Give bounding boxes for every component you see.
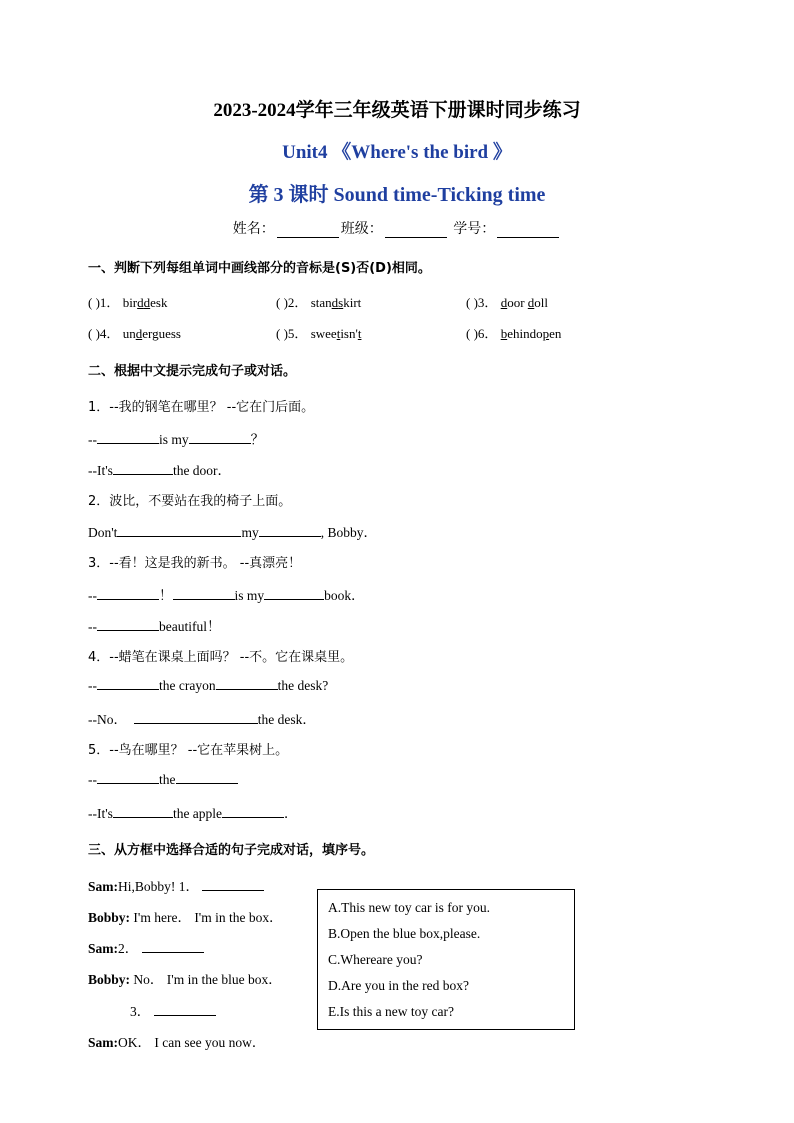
q5-prompt: 5．--鸟在哪里？ --它在苹果树上。	[88, 743, 289, 758]
option-d: D.Are you in the red box?	[328, 978, 469, 993]
blank[interactable]	[176, 771, 238, 784]
s1-item-4	[88, 323, 181, 342]
answer-paren[interactable]: ( )	[88, 295, 100, 310]
q1-line-a: -- is my ？	[88, 432, 265, 447]
blank[interactable]	[189, 431, 251, 444]
blank[interactable]	[134, 711, 258, 724]
q1-prompt: 1．--我的钢笔在哪里？ --它在门后面。	[88, 400, 315, 415]
option-c: C.Whereare you?	[328, 952, 423, 967]
item-number: 4．	[99, 326, 120, 341]
word-a: bird	[122, 295, 144, 310]
blank[interactable]	[173, 587, 235, 600]
student-info	[0, 218, 794, 238]
word-b: desk	[143, 295, 168, 310]
page-title: 2023-2024学年三年级英语下册课时同步练习	[213, 100, 581, 121]
s1-item-6	[466, 323, 561, 342]
word-a: stand	[310, 295, 339, 310]
unit-title: Unit4 《Where's the bird 》	[282, 142, 512, 163]
blank[interactable]	[216, 677, 278, 690]
answer-paren[interactable]: ( )	[466, 295, 478, 310]
number-label: 学号：	[453, 221, 496, 237]
option-a: A.This new toy car is for you.	[328, 900, 490, 915]
item-number: 2．	[287, 295, 308, 310]
option-b: B.Open the blue box,please.	[328, 926, 481, 941]
dialogue-line-1: Sam:Hi,Bobby! 1．	[88, 875, 264, 895]
item-number: 1．	[99, 295, 120, 310]
q1-line-b: --It's the door．	[88, 463, 232, 478]
dialogue-line-4: Bobby: No． I'm in the blue box．	[88, 972, 282, 987]
blank[interactable]	[264, 587, 324, 600]
q4-line-a: -- the crayon the desk?	[88, 678, 329, 693]
item-number: 3．	[477, 295, 498, 310]
blank[interactable]	[202, 878, 264, 891]
word-a: under	[122, 326, 153, 341]
word-b: open	[536, 326, 562, 341]
word-a: sweet	[310, 326, 341, 341]
q5-line-b: --It's the apple ．	[88, 806, 298, 821]
s1-item-2	[276, 292, 361, 311]
answer-paren[interactable]: ( )	[88, 326, 100, 341]
dialogue-line-3: Sam:2．	[88, 937, 204, 957]
dialogue-line-5: 3．	[130, 1000, 216, 1020]
word-a: door	[500, 295, 528, 310]
section2-heading: 二、根据中文提示完成句子或对话。	[88, 364, 297, 379]
s1-item-3	[466, 292, 548, 311]
word-b: doll	[527, 295, 549, 310]
blank[interactable]	[222, 805, 284, 818]
class-field[interactable]	[385, 223, 447, 238]
s1-item-5	[276, 323, 361, 342]
q2-prompt: 2．波比，不要站在我的椅子上面。	[88, 494, 292, 509]
blank[interactable]	[154, 1003, 216, 1016]
section1-heading: 一、判断下列每组单词中画线部分的音标是(S)否(D)相同。	[88, 261, 431, 276]
blank[interactable]	[113, 805, 173, 818]
dialogue-line-2: Bobby: I'm here． I'm in the box．	[88, 910, 283, 925]
q3-line-b: -- beautiful！	[88, 619, 221, 634]
item-number: 6．	[477, 326, 498, 341]
blank[interactable]	[117, 524, 241, 537]
blank[interactable]	[142, 940, 204, 953]
q3-prompt: 3．--看！这是我的新书。 --真漂亮！	[88, 556, 302, 571]
blank[interactable]	[97, 677, 159, 690]
section3-heading: 三、从方框中选择合适的句子完成对话，填序号。	[88, 843, 375, 858]
word-b: skirt	[338, 295, 362, 310]
blank[interactable]	[97, 618, 159, 631]
name-label: 姓名：	[232, 221, 275, 237]
q4-prompt: 4．--蜡笔在课桌上面吗？ --不。它在课桌里。	[88, 650, 354, 665]
option-e: E.Is this a new toy car?	[328, 1004, 454, 1019]
answer-paren[interactable]: ( )	[276, 326, 288, 341]
word-b: guess	[152, 326, 181, 341]
blank[interactable]	[113, 462, 173, 475]
q3-line-a: -- ！ is my book．	[88, 588, 365, 603]
word-a: behind	[500, 326, 537, 341]
name-field[interactable]	[277, 223, 339, 238]
item-number: 5．	[287, 326, 308, 341]
blank[interactable]	[97, 771, 159, 784]
q4-line-b: --No． the desk．	[88, 712, 316, 727]
options-box	[317, 889, 575, 1030]
blank[interactable]	[259, 524, 321, 537]
blank[interactable]	[97, 587, 159, 600]
q2-line-a: Don't my , Bobby．	[88, 525, 377, 540]
dialogue-line-6: Sam:OK． I can see you now．	[88, 1035, 266, 1050]
s1-item-1	[88, 292, 167, 311]
word-b: isn't	[340, 326, 362, 341]
q5-line-a: -- the	[88, 771, 238, 788]
answer-paren[interactable]: ( )	[466, 326, 478, 341]
class-label: 班级：	[340, 221, 383, 237]
answer-paren[interactable]: ( )	[276, 295, 288, 310]
lesson-title: 第 3 课时 Sound time-Ticking time	[248, 184, 546, 206]
blank[interactable]	[97, 431, 159, 444]
number-field[interactable]	[497, 223, 559, 238]
